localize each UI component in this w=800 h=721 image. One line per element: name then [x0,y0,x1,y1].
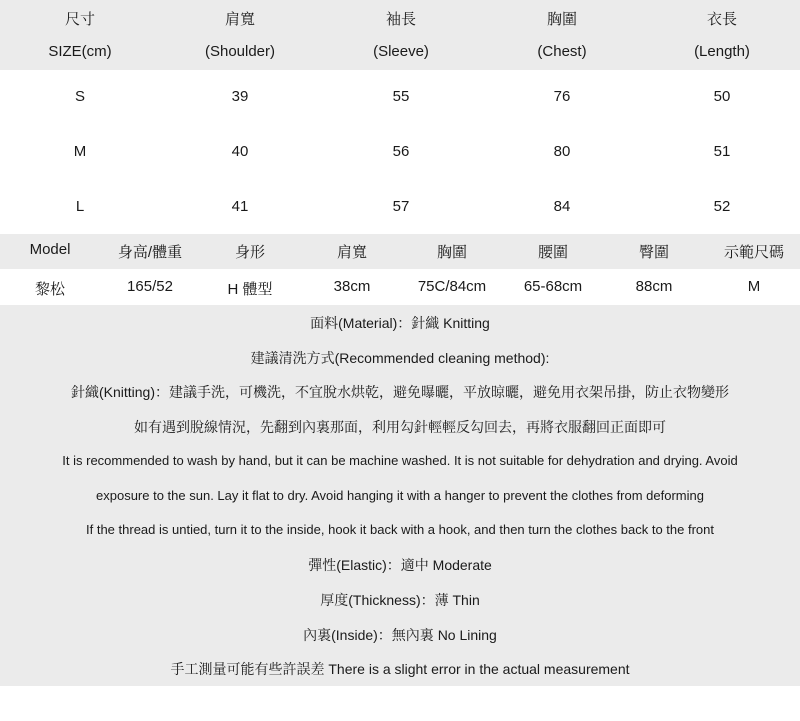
chest-header-cn: 胸圍 [546,11,578,28]
thread-repair-cn: 如有遇到脫線情況，先翻到內裏那面，利用勾針輕輕反勾回去，再將衣服翻回正面即可 [134,419,666,435]
chest-cell: 76 [553,88,571,105]
inside-note: 內裏(Inside)：無內裏 No Lining [303,627,497,643]
elastic-note: 彈性(Elastic)：適中 Moderate [308,557,492,573]
size-header-en: SIZE(cm) [48,43,112,60]
sleeve-header-en: (Sleeve) [373,43,429,60]
size-cell: M [73,143,87,160]
demo-size-header: 示範尺碼 [723,244,785,261]
size-cell: L [75,198,85,215]
size-table-body [0,70,800,234]
height-weight-cell: 165/52 [127,278,173,295]
sleeve-cell: 57 [392,198,410,215]
model-table-header [0,234,800,269]
material-note: 面料(Material)：針織 Knitting [310,315,490,331]
product-notes [0,305,800,686]
length-header-en: (Length) [694,43,750,60]
body-shape-header: 身形 [234,244,266,261]
hip-cell: 88cm [635,278,673,295]
shoulder-cell: 40 [231,143,249,160]
length-cell: 51 [713,143,731,160]
hip-header: 臀圍 [638,244,670,261]
demo-size-cell: M [747,278,761,295]
size-header-cn-row [0,8,800,30]
chest-header: 胸圍 [436,244,468,261]
shoulder-cell: 39 [231,88,249,105]
length-header-cn: 衣長 [706,11,738,28]
thread-repair-en: If the thread is untied, turn it to the inside, hook it back with a hook, and then turn the clothes back to the front [86,522,714,537]
waist-cell: 65-68cm [523,278,583,295]
shoulder-header: 肩寬 [336,244,368,261]
height-weight-header: 身高/體重 [117,244,183,261]
shoulder-cell: 41 [231,198,249,215]
chest-cell: 80 [553,143,571,160]
sleeve-cell: 56 [392,143,410,160]
model-header: Model [29,241,71,258]
shoulder-cell: 38cm [333,278,371,295]
shoulder-header-en: (Shoulder) [204,43,276,60]
cleaning-method-title: 建議清洗方式(Recommended cleaning method): [250,350,550,366]
length-cell: 50 [713,88,731,105]
size-table-header [0,0,800,70]
model-name-cell: 黎松 [34,281,66,298]
chest-cell: 84 [553,198,571,215]
size-header-cn: 尺寸 [64,11,96,28]
size-cell: S [74,88,86,105]
cleaning-instructions-en-2: exposure to the sun. Lay it flat to dry. Avoid hanging it with a hanger to prevent the clothes from deforming [96,488,704,503]
size-header-en-row [0,43,800,65]
chest-header-en: (Chest) [537,43,587,60]
measurement-error-note: 手工測量可能有些許誤差 There is a slight error in the actual measurement [170,661,630,677]
sleeve-cell: 55 [392,88,410,105]
cleaning-instructions-en-1: It is recommended to wash by hand, but it can be machine washed. It is not suitable for dehydration and drying. Avoid [62,453,738,468]
length-cell: 52 [713,198,731,215]
waist-header: 腰圍 [537,244,569,261]
model-table-body [0,269,800,305]
thickness-note: 厚度(Thickness)：薄 Thin [320,592,480,608]
cleaning-instructions-cn: 針織(Knitting)：建議手洗，可機洗，不宜脫水烘乾，避免曝曬，平放晾曬，避免用衣架吊掛，防止衣物變形 [70,384,730,400]
shoulder-header-cn: 肩寬 [224,11,256,28]
chest-cell: 75C/84cm [417,278,487,295]
body-shape-cell: H 體型 [227,281,273,298]
sleeve-header-cn: 袖長 [385,11,417,28]
